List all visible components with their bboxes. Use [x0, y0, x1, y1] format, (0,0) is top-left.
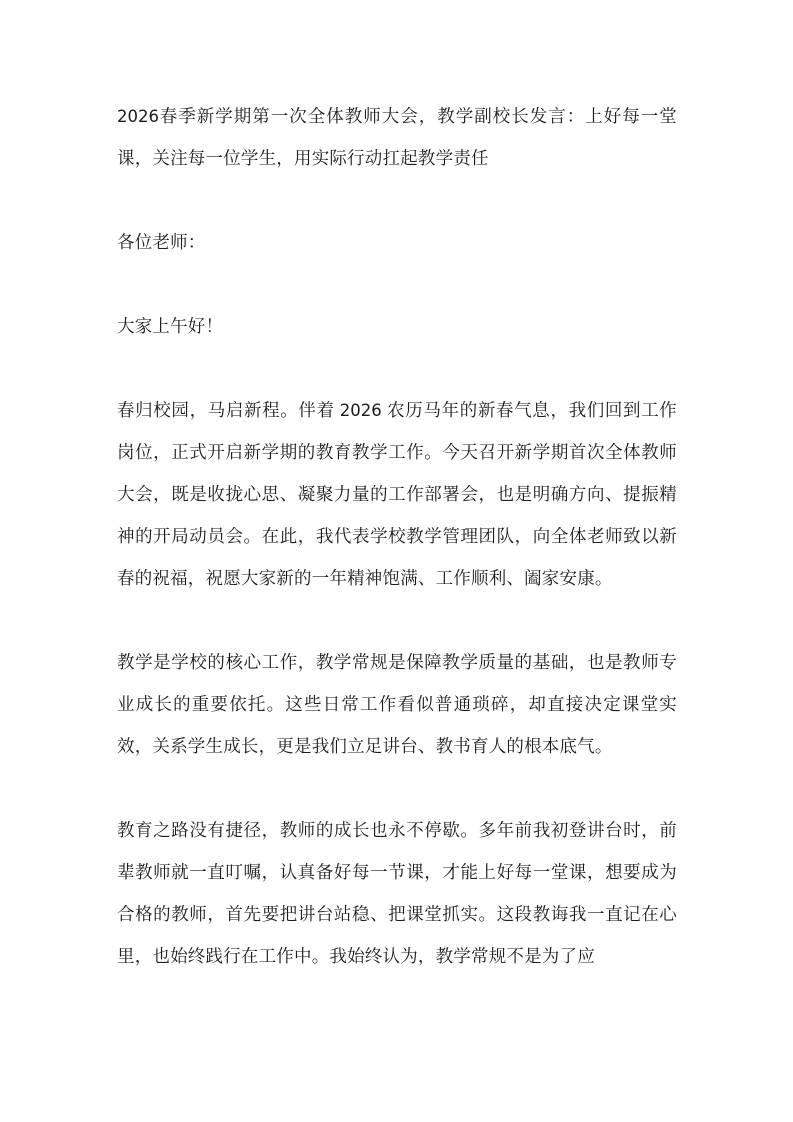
- paragraph-1-year: 2026: [339, 401, 382, 420]
- paragraph-1: [117, 390, 677, 600]
- paragraph-1-lead: 春归校园，马启新程。伴着: [117, 401, 335, 421]
- title-text: 春季新学期第一次全体教师大会，教学副校长发言：上好每一堂课，关注每一位学生，用实际行动扛起教学责任: [117, 107, 677, 169]
- paragraph-2: 教学是学校的核心工作，教学常规是保障教学质量的基础，也是教师专业成长的重要依托。这些日常工作看似普通琐碎，却直接决定课堂实效，关系学生成长，更是我们立足讲台、教书育人的根本底气。: [117, 653, 677, 757]
- paragraph-3: 教育之路没有捷径，教师的成长也永不停歇。多年前我初登讲台时，前辈教师就一直叮嘱，认真备好每一节课，才能上好每一堂课，想要成为合格的教师，首先要把讲台站稳、把课堂抓实。这段教诲我一直记在心里，也始终践行在工作中。我始终认为，教学常规不是为了应: [117, 821, 677, 967]
- document-body: [117, 96, 677, 978]
- document-title: [117, 96, 677, 180]
- paragraph-1-rest: 农历马年的新春气息，我们回到工作岗位，正式开启新学期的教育教学工作。今天召开新学期首次全体教师大会，既是收拢心思、凝聚力量的工作部署会，也是明确方向、提振精神的开局动员会。在此，我代表学校教学管理团队，向全体老师致以新春的祝福，祝愿大家新的一年精神饱满、工作顺利、阖家安康。: [117, 401, 677, 589]
- greeting: 大家上午好！: [117, 317, 224, 337]
- title-year: 2026: [117, 107, 159, 126]
- salutation: 各位老师：: [117, 233, 206, 253]
